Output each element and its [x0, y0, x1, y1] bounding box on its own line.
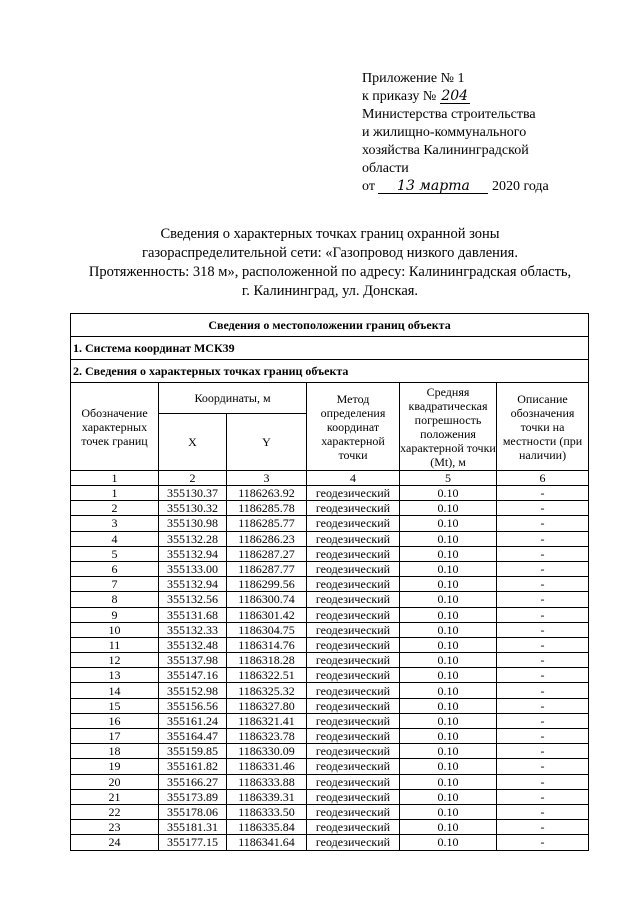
accuracy-cell: 0.10: [400, 516, 497, 531]
title-line-4: г. Калининград, ул. Донская.: [241, 283, 419, 299]
point-number-cell: 15: [71, 698, 159, 713]
y-cell: 1186314.76: [227, 637, 307, 652]
method-cell: геодезический: [307, 683, 400, 698]
x-cell: 355156.56: [159, 698, 227, 713]
point-number-cell: 3: [71, 516, 159, 531]
title-line-3: Протяженность: 318 м», расположенной по адресу: Калининградская область,: [88, 264, 572, 280]
accuracy-cell: 0.10: [400, 698, 497, 713]
point-number-cell: 2: [71, 501, 159, 516]
x-cell: 355130.37: [159, 486, 227, 501]
description-cell: -: [497, 653, 589, 668]
method-cell: геодезический: [307, 607, 400, 622]
x-cell: 355137.98: [159, 653, 227, 668]
accuracy-cell: 0.10: [400, 577, 497, 592]
description-cell: -: [497, 516, 589, 531]
accuracy-cell: 0.10: [400, 561, 497, 576]
description-cell: -: [497, 759, 589, 774]
point-number-cell: 14: [71, 683, 159, 698]
ministry-line-1: Министерства строительства: [362, 107, 536, 122]
y-cell: 1186327.80: [227, 698, 307, 713]
point-number-cell: 23: [71, 820, 159, 835]
point-number-cell: 17: [71, 729, 159, 744]
accuracy-cell: 0.10: [400, 622, 497, 637]
column-number: 6: [497, 471, 589, 486]
y-cell: 1186323.78: [227, 729, 307, 744]
accuracy-cell: 0.10: [400, 759, 497, 774]
y-cell: 1186299.56: [227, 577, 307, 592]
y-cell: 1186333.50: [227, 804, 307, 819]
table-row: [71, 501, 589, 516]
point-number-cell: 9: [71, 607, 159, 622]
x-cell: 355177.15: [159, 835, 227, 850]
point-number-cell: 8: [71, 592, 159, 607]
y-cell: 1186321.41: [227, 713, 307, 728]
x-header: X: [159, 414, 227, 471]
y-cell: 1186330.09: [227, 744, 307, 759]
x-cell: 355178.06: [159, 804, 227, 819]
points-header: 2. Сведения о характерных точках границ объекта: [71, 360, 589, 383]
accuracy-cell: 0.10: [400, 804, 497, 819]
table-row: [71, 835, 589, 850]
table-row: [71, 698, 589, 713]
ministry-line-2: и жилищно-коммунального: [362, 125, 527, 140]
x-cell: 355166.27: [159, 774, 227, 789]
description-cell: -: [497, 668, 589, 683]
description-cell: -: [497, 713, 589, 728]
point-number-cell: 18: [71, 744, 159, 759]
coordinates-header: Координаты, м: [159, 383, 307, 414]
accuracy-cell: 0.10: [400, 546, 497, 561]
accuracy-cell: 0.10: [400, 531, 497, 546]
description-cell: -: [497, 835, 589, 850]
appendix-block: [362, 70, 622, 196]
column-number: 3: [227, 471, 307, 486]
description-cell: -: [497, 729, 589, 744]
table-row: [71, 592, 589, 607]
x-cell: 355130.32: [159, 501, 227, 516]
coordinates-table: [70, 313, 589, 851]
point-number-cell: 13: [71, 668, 159, 683]
method-cell: геодезический: [307, 789, 400, 804]
y-cell: 1186318.28: [227, 653, 307, 668]
method-cell: геодезический: [307, 622, 400, 637]
method-cell: геодезический: [307, 637, 400, 652]
method-header: Метод определения координат характерной точки: [307, 383, 400, 471]
section-header: Сведения о местоположении границ объекта: [71, 314, 589, 337]
description-cell: -: [497, 744, 589, 759]
y-cell: 1186285.77: [227, 516, 307, 531]
table-row: [71, 577, 589, 592]
point-number-cell: 11: [71, 637, 159, 652]
description-cell: -: [497, 546, 589, 561]
y-cell: 1186341.64: [227, 835, 307, 850]
accuracy-cell: 0.10: [400, 683, 497, 698]
point-number-cell: 1: [71, 486, 159, 501]
table-row: [71, 759, 589, 774]
description-header: Описание обозначения точки на местности (при наличии): [497, 383, 589, 471]
x-cell: 355132.28: [159, 531, 227, 546]
description-cell: -: [497, 501, 589, 516]
description-cell: -: [497, 486, 589, 501]
date-prefix: от: [362, 179, 375, 194]
table-row: [71, 531, 589, 546]
method-cell: геодезический: [307, 561, 400, 576]
y-cell: 1186325.32: [227, 683, 307, 698]
order-prefix: к приказу №: [362, 89, 437, 104]
table-row: [71, 546, 589, 561]
y-cell: 1186285.78: [227, 501, 307, 516]
x-cell: 355159.85: [159, 744, 227, 759]
method-cell: геодезический: [307, 592, 400, 607]
accuracy-cell: 0.10: [400, 789, 497, 804]
coordinates-table-wrapper: [70, 313, 588, 851]
x-cell: 355130.98: [159, 516, 227, 531]
point-number-cell: 6: [71, 561, 159, 576]
method-cell: геодезический: [307, 713, 400, 728]
point-number-cell: 21: [71, 789, 159, 804]
point-number-cell: 22: [71, 804, 159, 819]
column-number: 1: [71, 471, 159, 486]
x-cell: 355161.24: [159, 713, 227, 728]
table-row: [71, 486, 589, 501]
column-number: 2: [159, 471, 227, 486]
column-numbers-row: [71, 471, 589, 486]
method-cell: геодезический: [307, 668, 400, 683]
accuracy-cell: 0.10: [400, 653, 497, 668]
y-cell: 1186304.75: [227, 622, 307, 637]
description-cell: -: [497, 820, 589, 835]
document-title: [60, 225, 600, 301]
table-row: [71, 713, 589, 728]
x-cell: 355132.48: [159, 637, 227, 652]
point-number-cell: 5: [71, 546, 159, 561]
table-row: [71, 668, 589, 683]
ministry-line-3: хозяйства Калининградской: [362, 143, 529, 158]
y-cell: 1186322.51: [227, 668, 307, 683]
point-number-cell: 12: [71, 653, 159, 668]
description-cell: -: [497, 789, 589, 804]
system-header: 1. Система координат МСК39: [71, 337, 589, 360]
x-cell: 355147.16: [159, 668, 227, 683]
y-cell: 1186331.46: [227, 759, 307, 774]
x-cell: 355132.94: [159, 577, 227, 592]
accuracy-cell: 0.10: [400, 592, 497, 607]
description-cell: -: [497, 637, 589, 652]
date-suffix: 2020 года: [491, 179, 549, 194]
table-row: [71, 607, 589, 622]
accuracy-header: Средняя квадратическая погрешность положения характерной точки (Mt), м: [400, 384, 496, 469]
y-cell: 1186287.77: [227, 561, 307, 576]
y-cell: 1186300.74: [227, 592, 307, 607]
accuracy-cell: 0.10: [400, 637, 497, 652]
description-cell: -: [497, 561, 589, 576]
x-cell: 355161.82: [159, 759, 227, 774]
x-cell: 355173.89: [159, 789, 227, 804]
accuracy-cell: 0.10: [400, 835, 497, 850]
ministry-line-4: области: [362, 161, 409, 176]
order-number-handwritten: 204: [441, 88, 469, 104]
order-date: [362, 178, 622, 196]
description-cell: -: [497, 683, 589, 698]
table-row: [71, 804, 589, 819]
point-number-cell: 16: [71, 713, 159, 728]
method-cell: геодезический: [307, 501, 400, 516]
method-cell: геодезический: [307, 516, 400, 531]
accuracy-cell: 0.10: [400, 668, 497, 683]
method-cell: геодезический: [307, 729, 400, 744]
table-row: [71, 820, 589, 835]
point-number-cell: 7: [71, 577, 159, 592]
designation-header: Обозначение характерных точек границ: [71, 383, 159, 471]
method-cell: геодезический: [307, 653, 400, 668]
accuracy-cell: 0.10: [400, 729, 497, 744]
method-cell: геодезический: [307, 577, 400, 592]
table-row: [71, 561, 589, 576]
column-number: 5: [400, 471, 497, 486]
x-cell: 355181.31: [159, 820, 227, 835]
description-cell: -: [497, 698, 589, 713]
method-cell: геодезический: [307, 531, 400, 546]
table-row: [71, 637, 589, 652]
x-cell: 355164.47: [159, 729, 227, 744]
point-number-cell: 19: [71, 759, 159, 774]
y-cell: 1186263.92: [227, 486, 307, 501]
x-cell: 355133.00: [159, 561, 227, 576]
x-cell: 355131.68: [159, 607, 227, 622]
accuracy-cell: 0.10: [400, 486, 497, 501]
method-cell: геодезический: [307, 804, 400, 819]
column-number: 4: [307, 471, 400, 486]
method-cell: геодезический: [307, 774, 400, 789]
title-line-1: Сведения о характерных точках границ охранной зоны: [160, 226, 500, 242]
table-row: [71, 683, 589, 698]
table-row: [71, 774, 589, 789]
point-number-cell: 20: [71, 774, 159, 789]
table-row: [71, 622, 589, 637]
table-row: [71, 516, 589, 531]
x-cell: 355132.94: [159, 546, 227, 561]
description-cell: -: [497, 622, 589, 637]
table-row: [71, 653, 589, 668]
method-cell: геодезический: [307, 759, 400, 774]
title-line-2: газораспределительной сети: «Газопровод низкого давления.: [142, 245, 518, 261]
method-cell: геодезический: [307, 486, 400, 501]
appendix-title: Приложение № 1: [362, 71, 465, 86]
accuracy-cell: 0.10: [400, 820, 497, 835]
y-cell: 1186301.42: [227, 607, 307, 622]
accuracy-cell: 0.10: [400, 744, 497, 759]
accuracy-cell: 0.10: [400, 713, 497, 728]
description-cell: -: [497, 774, 589, 789]
description-cell: -: [497, 577, 589, 592]
description-cell: -: [497, 607, 589, 622]
point-number-cell: 4: [71, 531, 159, 546]
method-cell: геодезический: [307, 835, 400, 850]
table-row: [71, 789, 589, 804]
x-cell: 355132.56: [159, 592, 227, 607]
description-cell: -: [497, 531, 589, 546]
table-row: [71, 744, 589, 759]
method-cell: геодезический: [307, 698, 400, 713]
y-cell: 1186333.88: [227, 774, 307, 789]
method-cell: геодезический: [307, 744, 400, 759]
method-cell: геодезический: [307, 546, 400, 561]
description-cell: -: [497, 592, 589, 607]
y-cell: 1186286.23: [227, 531, 307, 546]
point-number-cell: 24: [71, 835, 159, 850]
coordinates-rows: [71, 486, 589, 851]
x-cell: 355132.33: [159, 622, 227, 637]
point-number-cell: 10: [71, 622, 159, 637]
method-cell: геодезический: [307, 820, 400, 835]
y-header: Y: [227, 414, 307, 471]
date-handwritten: 13 марта: [378, 179, 488, 194]
y-cell: 1186339.31: [227, 789, 307, 804]
x-cell: 355152.98: [159, 683, 227, 698]
y-cell: 1186335.84: [227, 820, 307, 835]
order-reference: [362, 88, 622, 106]
table-row: [71, 729, 589, 744]
accuracy-cell: 0.10: [400, 501, 497, 516]
accuracy-cell: 0.10: [400, 607, 497, 622]
y-cell: 1186287.27: [227, 546, 307, 561]
description-cell: -: [497, 804, 589, 819]
accuracy-cell: 0.10: [400, 774, 497, 789]
